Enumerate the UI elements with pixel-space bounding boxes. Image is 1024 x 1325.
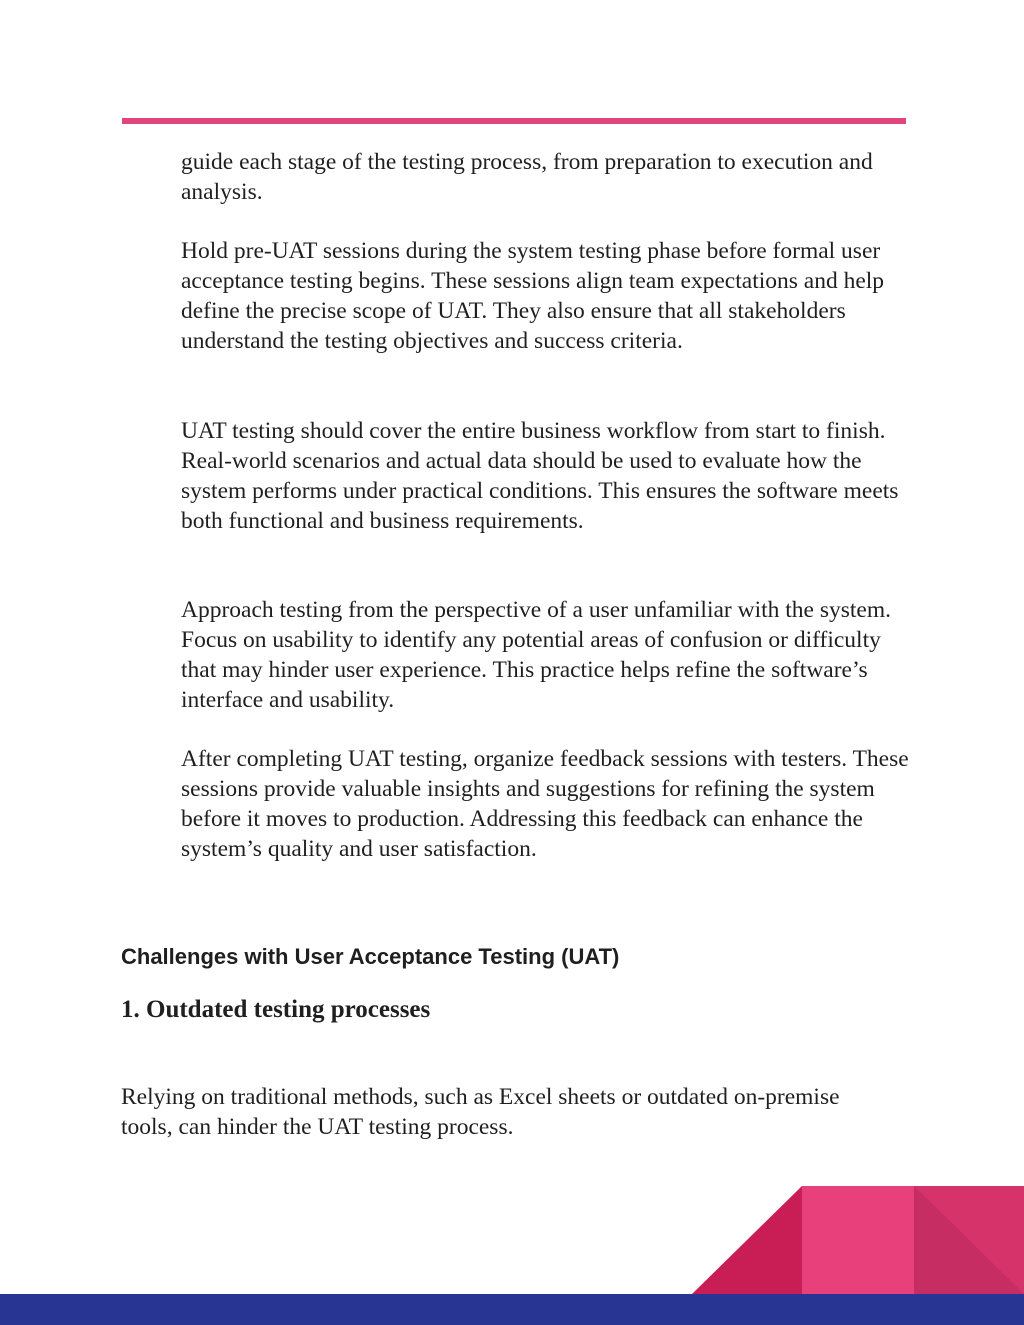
section-heading: Challenges with User Acceptance Testing (UAT) <box>121 944 620 969</box>
top-accent-rule <box>122 118 906 124</box>
paragraph-feedback-sessions: After completing UAT testing, organize feedback sessions with testers. These sessions provide valuable insights and suggestions for refining the system before it moves to production. Addressing this feedback can enhance the system’s quality and user satisfaction. <box>181 746 909 862</box>
subheading: 1. Outdated testing processes <box>121 996 431 1023</box>
paragraph-pre-uat-sessions: Hold pre-UAT sessions during the system testing phase before formal user acceptance testing begins. These sessions align team expectations and help define the precise scope of UAT. They also ensure that all stakeholders understand the testing objectives and success criteria. <box>181 238 885 354</box>
deco-shade-right <box>914 1186 1024 1294</box>
paragraph-end-to-end-workflow: UAT testing should cover the entire business workflow from start to finish. Real-world scenarios and actual data should be used to evaluate how the system performs under practical conditions. This ensures the software meets both functional and business requirements. <box>181 418 899 534</box>
deco-square-right <box>914 1186 1024 1294</box>
deco-square-middle <box>802 1186 914 1294</box>
deco-triangle-left <box>692 1186 802 1294</box>
footer-bar <box>0 1294 1024 1325</box>
paragraph-intro-continuation: guide each stage of the testing process, from preparation to execution and analysis. <box>181 149 873 205</box>
paragraph-usability-perspective: Approach testing from the perspective of a user unfamiliar with the system. Focus on usability to identify any potential areas of confusion or difficulty that may hinder user experience. This practice helps refine the software’s interface and usability. <box>181 597 892 713</box>
body-paragraph: Relying on traditional methods, such as Excel sheets or outdated on-premise tools, can hinder the UAT testing process. <box>121 1084 840 1140</box>
